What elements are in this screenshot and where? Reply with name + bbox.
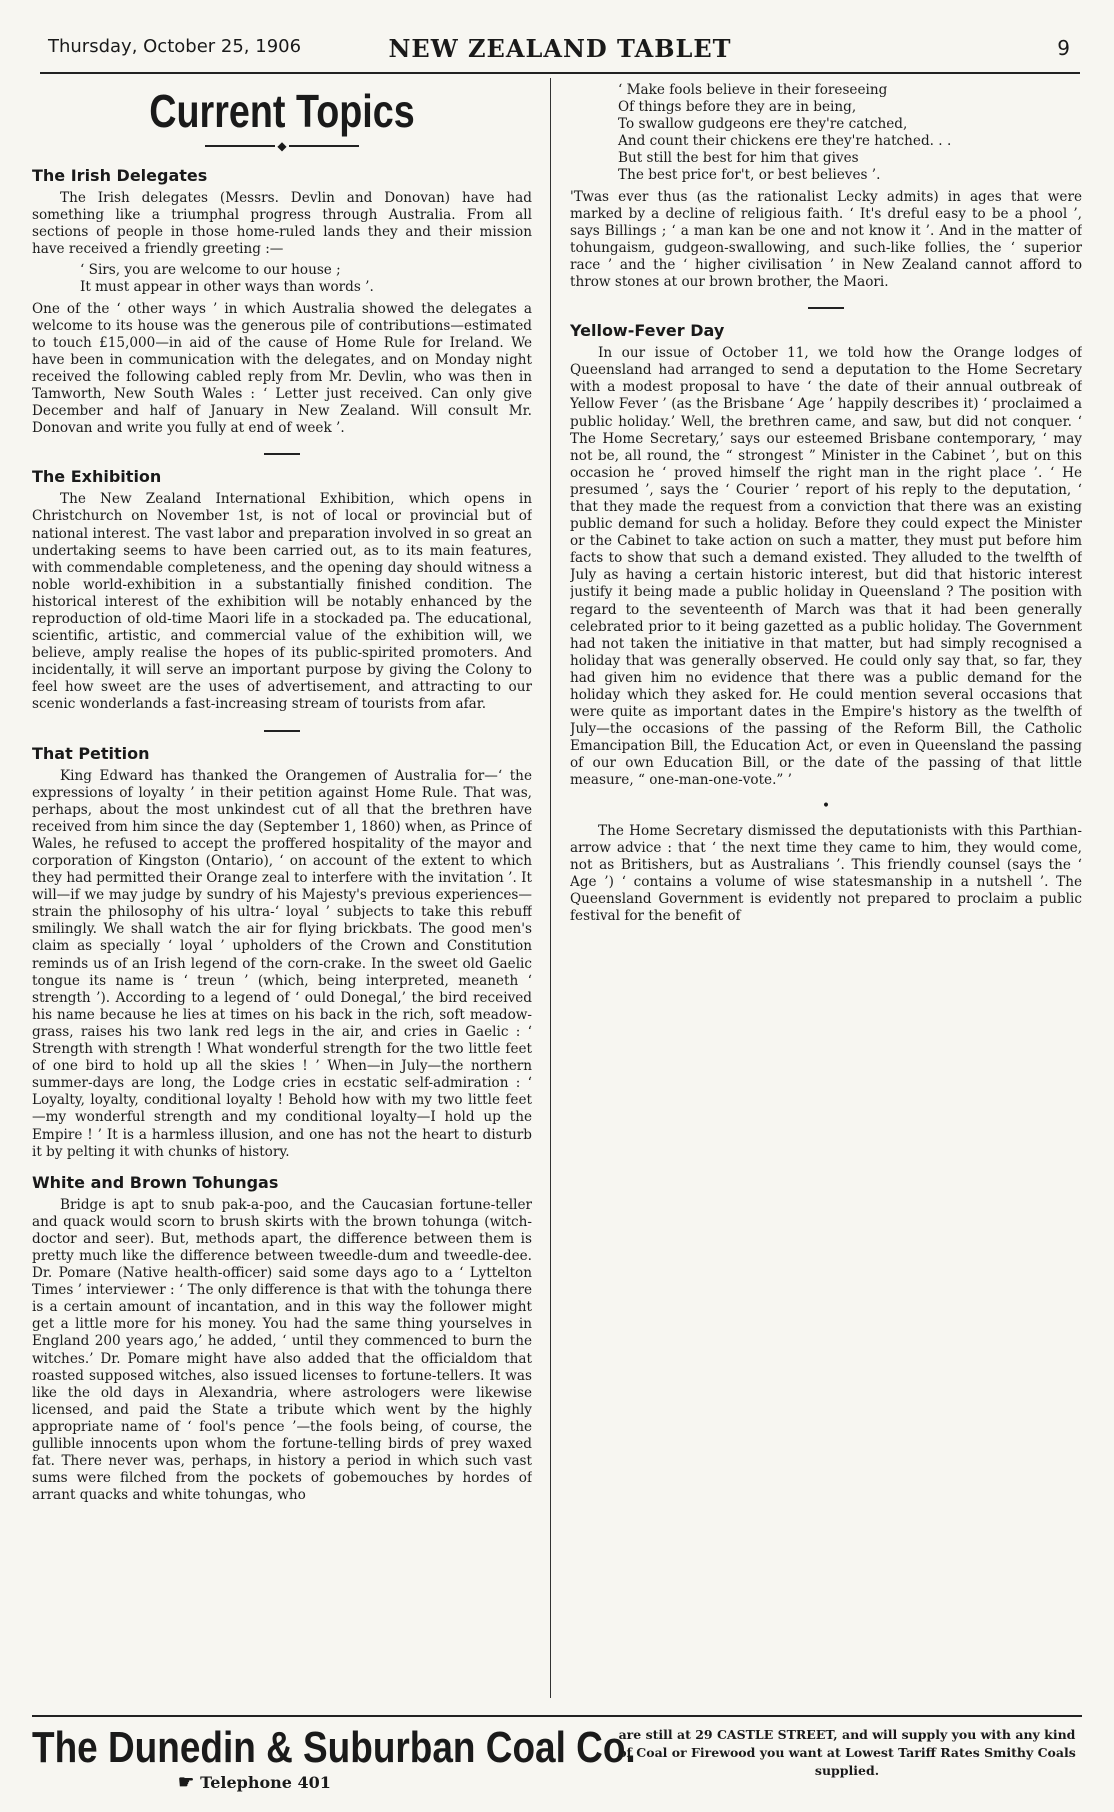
advert-text: are still at 29 CASTLE STREET, and will supply you with any kind of Coal or Firewood you want at Lowest Tariff Rates Smithy Coals supplied. — [618, 1727, 1076, 1778]
heading-that-petition: That Petition — [32, 743, 150, 763]
verse-line: And count their chickens ere they're hatched. . . — [618, 133, 952, 150]
yellow-fever-paragraph-2: The Home Secretary dismissed the deputationists with this Parthian-arrow advice : that ‘ the next time they came to him, they would come, not as Britishers, but as Australians ’. This friendly counsel (says the ‘ Age ’) ‘ contains a volume of wise statesmanship in a nutshell ’. The Queensland Government is evidently not prepared to proclaim a public festival for the benefit of — [570, 822, 1082, 925]
section-title: Current Topics — [149, 85, 415, 137]
diamond-icon: ◆ — [277, 139, 287, 153]
verse-line: It must appear in other ways than words ’. — [80, 279, 374, 296]
right-column — [570, 78, 1082, 1698]
heading-exhibition: The Exhibition — [32, 467, 162, 487]
verse-line: The best price for't, or best believes ’. — [618, 167, 881, 184]
irish-paragraph-2: One of the ‘ other ways ’ in which Australia showed the delegates a welcome to its house was the generous pile of contributions—estimated to touch £15,000—in aid of the cause of Home Rule for Ireland. We have been in communication with the delegates, and on Monday night received the following cabled reply from Mr. Devlin, who was then in Tamworth, New South Wales : ‘ Letter just received. Can only give December and half of January in New Zealand. Will consult Mr. Donovan and write you fully at end of week ’. — [32, 300, 532, 437]
yellow-fever-paragraph-1: In our issue of October 11, we told how the Orange lodges of Queensland had arranged to send a deputation to the Home Secretary with a modest proposal to have ‘ the date of their annual outbreak of Yellow Fever ’ (as the Brisbane ‘ Age ’ happily describes it) ‘ proclaimed a public holiday.’ Well, the brethren came, and saw, but did not conquer. ‘ The Home Secretary,’ says our esteemed Brisbane contemporary, ‘ may not be, all round, the “ strongest ” Minister in the Cabinet ’, but on this occasion he ‘ proved himself the right man in the right place ’. ‘ He presumed ’, says the ‘ Courier ’ report of his reply to the deputation, ‘ that they made the request from a conviction that there was an existing public demand for such a holiday. Before they could expect the Minister or the Cabinet to take action on such a matter, they must put before him facts to show that such a demand existed. They alluded to the twelfth of July as having a certain historic interest, but did that historic interest justify it being made a public holiday in Queensland ? The position with regard to the seventeenth of March was that it had been generally celebrated prior to it being gazetted as a public holiday. The Government had not taken the initiative in that matter, but had simply recognised a holiday that was generally observed. He could only say that, so far, they had given him no evidence that there was a public demand for the holiday which they asked for. He could mention several occasions that were quite as important dates in the Empire's history as the twelfth of July—the occasions of the passing of the Reform Bill, the Catholic Emancipation Bill, the Education Act, or even in Queensland the passing of our own Education Bill, or the date of the passing of that little measure, “ one-man-one-vote.” ’ — [570, 345, 1082, 789]
section-separator — [264, 730, 300, 732]
issue-date: Thursday, October 25, 1906 — [48, 36, 302, 57]
page-number: 9 — [1057, 36, 1070, 60]
heading-irish-delegates: The Irish Delegates — [32, 166, 208, 185]
heading-yellow-fever-day: Yellow-Fever Day — [570, 321, 725, 341]
advert-company-name: The Dunedin & Suburban Coal Co. — [32, 1723, 636, 1772]
petition-paragraph: King Edward has thanked the Orangemen of Australia for—‘ the expressions of loyalty ’ in their petition against Home Rule. That was, perhaps, about the most unkindest cut of all that the brethren have received from him since the day (September 1, 1860) when, as Prince of Wales, he refused to accept the proffered hospitality of the mayor and corporation of Kingston (Ontario), ‘ on account of the extent to which they had permitted their Orange zeal to interfere with the invitation ’. It will—if we may judge by sundry of his Majesty's previous experiences—strain the philosophy of his ultra-‘ loyal ’ subjects to take this rebuff smilingly. We shall watch the air for flying brickbats. The good men's claim as specially ‘ loyal ’ upholders of the Crown and Constitution reminds us of an Irish legend of the corn-crake. In the sweet old Gaelic tongue its name is ‘ treun ’ (which, being interpreted, meaneth ‘ strength ’). According to a legend of ‘ ould Donegal,’ the bird received his name because he lies at times on his back in the rich, soft meadow-grass, raises his two lank red legs in the air, and cries in Gaelic : ‘ Strength with strength ! What wonderful strength for the two little feet of one bird to hold up all the skies ! ’ When—in July—the northern summer-days are long, the Lodge cries in ecstatic self-admiration : ‘ Loyalty, loyalty, conditional loyalty ! Behold how with my two little feet—my wonderful strength and my conditional loyalty—I hold up the Empire ! ’ It is a harmless illusion, and one has not the heart to disturb it by pelting it with chunks of history. — [32, 767, 532, 1160]
masthead — [40, 30, 1080, 74]
verse-line: To swallow gudgeons ere they're catched, — [618, 116, 908, 133]
exhibition-paragraph: The New Zealand International Exhibition, which opens in Christchurch on November 1st, is not of local or provincial but of national interest. The vast labor and preparation involved in so great an undertaking seems to have been carried out, as to its main features, with commendable completeness, and the opening day should witness a noble world-exhibition in a substantially finished condition. The historical interest of the exhibition will be notably enhanced by the reproduction of old-time Maori life in a stockaded pa. The educational, scientific, artistic, and commercial value of the exhibition will, we believe, amply realise the hopes of its public-spirited promoters. And incidentally, it will serve an important purpose by giving the Colony to feel how sweet are the uses of advertisement, and attracting to our scenic wonderlands a fast-increasing stream of tourists from afar. — [32, 491, 532, 713]
heading-white-brown-tohungas: White and Brown Tohungas — [32, 1172, 279, 1192]
title-ornament — [32, 138, 532, 154]
telephone-label: Telephone 401 — [200, 1773, 331, 1792]
section-separator — [264, 453, 300, 455]
left-column — [32, 78, 532, 1698]
tohungas-verse — [618, 82, 1082, 185]
verse-line: ‘ Sirs, you are welcome to our house ; — [80, 262, 341, 279]
verse-line: ‘ Make fools believe in their foreseeing — [618, 82, 888, 98]
verse-line: But still the best for him that gives — [618, 150, 859, 167]
bullet-separator: • — [821, 797, 831, 814]
section-separator — [808, 307, 844, 309]
tohungas-paragraph-1: Bridge is apt to snub pak-a-poo, and the Caucasian fortune-teller and quack would scorn to brush skirts with the brown tohunga (witch-doctor and seer). But, methods apart, the difference between them is pretty much like the difference between tweedle-dum and tweedle-dee. Dr. Pomare (Native health-officer) said some days ago to a ‘ Lyttelton Times ’ interviewer : ‘ The only difference is that with the tohunga there is a certain amount of incantation, and in this way the follower might get a little more for his money. You had the same thing yourselves in England 200 years ago,’ he added, ‘ until they commenced to burn the witches.’ Dr. Pomare might have also added that the officialdom that roasted supposed witches, also issued licenses to fortune-tellers. It was like the old days in Alexandria, where astrologers were likewise licensed, and paid the State a tribute which went by the highly appropriate name of ‘ fool's pence ’—the fools being, of course, the gullible innocents upon whom the fortune-telling birds of prey waxed fat. There never was, perhaps, in history a period in which such vast sums were filched from the pockets of gobemouches by hordes of arrant quacks and white tohungas, who — [32, 1196, 532, 1504]
pointing-hand-icon: ☛ — [178, 1772, 195, 1793]
irish-verse — [80, 262, 532, 296]
newspaper-title: NEW ZEALAND TABLET — [388, 34, 732, 63]
advert-telephone — [178, 1772, 331, 1793]
irish-paragraph-1: The Irish delegates (Messrs. Devlin and Donovan) have had something like a triumphal progress through Australia. From all sections of people in those home-ruled lands they and their mission have received a friendly greeting :— — [32, 190, 532, 258]
footer-rule — [32, 1715, 1082, 1717]
tohungas-paragraph-2: 'Twas ever thus (as the rationalist Lecky admits) in ages that were marked by a decline of religious faith. ‘ It's dreful easy to be a phool ’, says Billings ; ‘ a man kan be one and not know it ’. And in the matter of tohungaism, gudgeon-swallowing, and such-like follies, the ‘ superior race ’ and the ‘ higher civilisation ’ in New Zealand cannot afford to throw stones at our brown brother, the Maori. — [570, 188, 1082, 291]
verse-line: Of things before they are in being, — [618, 99, 857, 116]
column-divider — [550, 78, 551, 1698]
